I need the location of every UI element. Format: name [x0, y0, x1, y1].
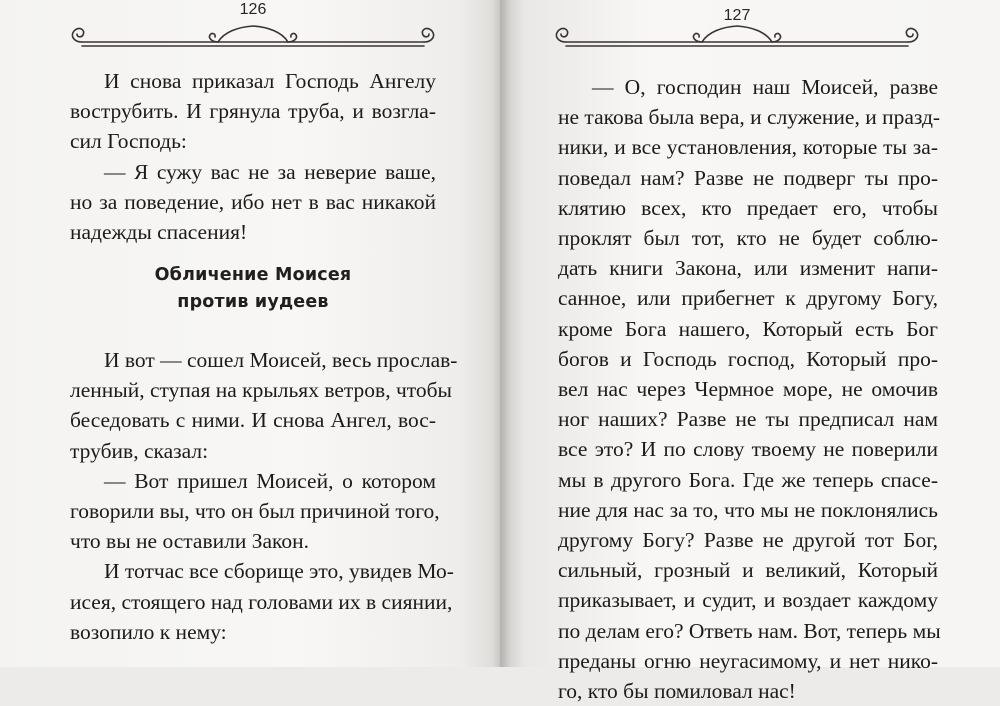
text-line: — О, господин наш Моисей, разве — [592, 75, 938, 99]
text-line: И тотчас все сборище это, увидев Мо- — [104, 559, 454, 584]
heading-line: Обличение Моисея — [154, 265, 352, 285]
header-ornament-left — [68, 18, 438, 54]
right-page — [500, 0, 1000, 704]
text-line: ники, и все установления, которые ты за- — [558, 135, 938, 160]
book-gutter — [492, 0, 510, 667]
text-line: поведал нам? Разве не подверг ты про- — [558, 165, 938, 190]
text-line: беседовать с ними. И снова Ангел, вос- — [70, 408, 436, 433]
text-line: — Я сужу вас не за неверие ваше, — [104, 159, 436, 184]
text-line: сил Господь: — [70, 129, 187, 154]
text-line: И снова приказал Господь Ангелу — [104, 69, 436, 93]
section-heading — [70, 262, 436, 316]
text-line: возопило к нему: — [70, 619, 227, 644]
text-line: проклят был тот, кто не будет соблю- — [558, 226, 938, 251]
text-line: богов и Господь господ, Который про- — [558, 346, 938, 371]
page-number: 126 — [239, 1, 267, 18]
text-line: сильный, грозный и великий, Который — [558, 558, 938, 583]
text-block — [70, 66, 436, 247]
text-line: клятию всех, кто предает его, чтобы — [558, 195, 938, 220]
left-page — [0, 0, 500, 667]
text-line: вострубить. И грянула труба, и возгла- — [70, 99, 436, 124]
text-line: кроме Бога нашего, Который есть Бог — [558, 316, 938, 341]
page-number: 127 — [723, 7, 751, 24]
text-line: трубив, сказал: — [70, 438, 209, 463]
text-line: но за поведение, ибо нет в вас никакой — [70, 189, 436, 214]
text-line: ног наших? Разве не ты предписал нам — [558, 407, 938, 432]
text-line: го, кто бы помиловал нас! — [558, 679, 796, 704]
text-line: И вот — сошел Моисей, весь прослав- — [104, 348, 458, 372]
text-line: надежды спасения! — [70, 220, 248, 245]
text-line: санное, или прибегнет к другому Богу, — [558, 286, 938, 311]
text-line: вел нас через Чермное море, не омочив — [558, 377, 938, 402]
text-line: что вы не оставили Закон. — [70, 529, 310, 554]
text-line: исея, стоящего над головами их в сиянии, — [70, 589, 453, 614]
text-line: говорили вы, что он был причиной того, — [70, 499, 440, 524]
text-line: дать книги Закона, или изменит напи- — [558, 256, 938, 281]
scroll-ornament-icon — [68, 18, 438, 54]
text-line: приказывает, и судит, и воздает каждому — [558, 588, 938, 613]
text-line: другому Богу? Разве не другой тот Бог, — [558, 528, 938, 553]
text-line: ние для нас за то, что мы не поклонялись — [558, 497, 938, 522]
text-line: мы в другого Бога. Где же теперь спасе- — [558, 467, 938, 492]
text-line: по делам его? Ответь нам. Вот, теперь мы — [558, 618, 941, 643]
text-line: не такова была вера, и служение, и празд- — [558, 105, 941, 130]
text-line: все это? И по слову твоему не поверили — [558, 437, 938, 462]
text-line: преданы огню неугасимому, и нет нико- — [558, 648, 938, 673]
heading-line: против иудеев — [177, 292, 329, 312]
text-block — [558, 72, 941, 706]
text-line: — Вот пришел Моисей, о котором — [104, 468, 436, 493]
text-block — [70, 345, 458, 647]
text-line: ленный, ступая на крыльях ветров, чтобы — [70, 378, 453, 403]
